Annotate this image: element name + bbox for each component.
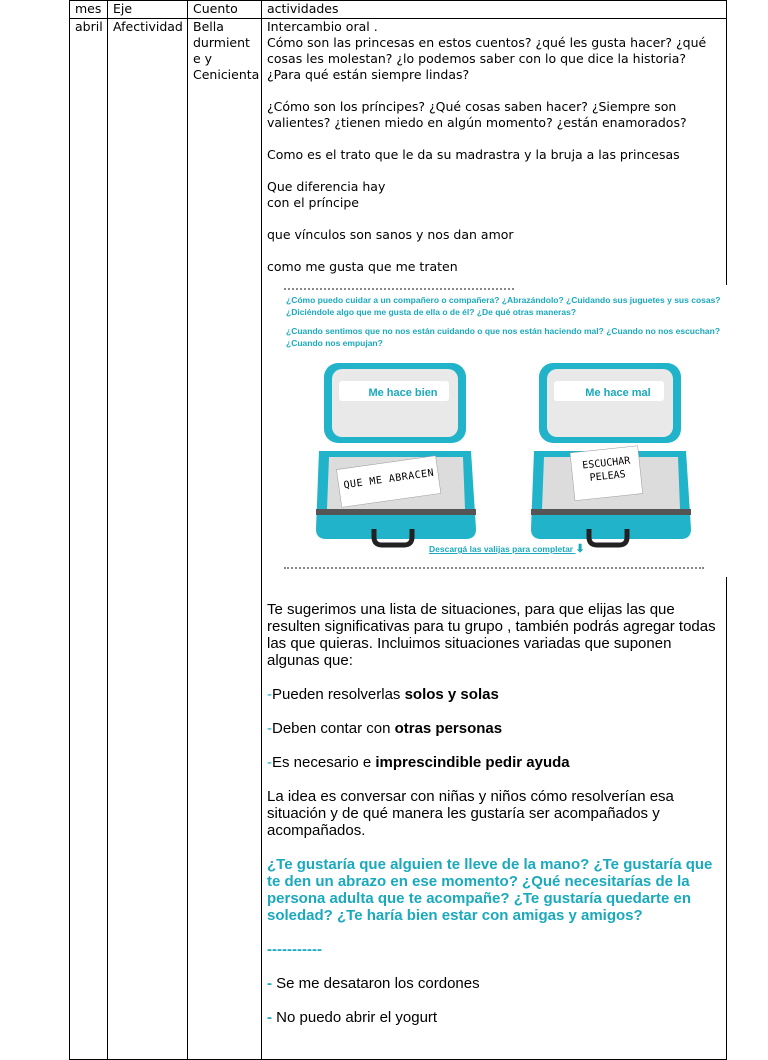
header-actividades: actividades	[262, 1, 727, 19]
situations-section	[267, 601, 721, 1026]
situation-type-1-bold: solos y solas	[404, 686, 499, 703]
case-item-text: Se me desataron los cordones	[272, 975, 480, 992]
situation-type-1-text: Pueden resolverlas	[272, 686, 405, 703]
cell-mes: abril	[70, 19, 108, 1060]
cell-eje: Afectividad	[108, 19, 188, 1060]
table-row	[70, 19, 727, 1060]
situation-type-2-text: Deben contar con	[272, 720, 395, 737]
cell-cuento	[188, 19, 262, 1060]
question-princesas: Cómo son las princesas en estos cuentos? ¿qué les gusta hacer? ¿qué cosas les molestan? ¿lo podemos saber con lo que dice la historia? ¿Para qué están siempre lindas?	[267, 35, 707, 82]
situation-type-2-bold: otras personas	[394, 720, 503, 737]
separator-dashes: -----------	[267, 941, 322, 958]
list-dash: -	[267, 720, 272, 737]
cuento-line: Cenicienta	[193, 67, 260, 82]
question-trato: Como es el trato que le da su madrastra y la bruja a las princesas	[267, 147, 680, 162]
figure-question-3: ¿Cuando sentimos que no nos están cuidando o que nos están haciendo mal? ¿Cuando no nos escuchan?	[286, 326, 721, 336]
question-como-me-gusta: como me gusta que me traten	[267, 259, 458, 274]
arrow-down-icon: ⬇	[575, 543, 585, 555]
case-item	[267, 1009, 721, 1026]
guiding-questions: ¿Te gustaría que alguien te lleve de la mano? ¿Te gustaría que te den un abrazo en ese momento? ¿Qué necesitarías de la persona adulta que te acompañe? ¿Te gustaría quedarte en soledad? ¿Te haría bien estar con amigas y amigos?	[267, 856, 713, 924]
cuento-line: Bella	[193, 19, 224, 34]
situation-type-2	[267, 720, 721, 737]
intro-title: Intercambio oral .	[267, 19, 378, 34]
suitcases-figure	[279, 285, 729, 577]
situation-type-3-bold: imprescindible pedir ayuda	[375, 754, 570, 771]
cut-line-top	[284, 285, 514, 290]
download-link[interactable]	[429, 541, 585, 557]
figure-question-4: ¿Cuando nos empujan?	[286, 338, 383, 348]
list-dash: -	[267, 975, 272, 992]
question-diferencia-2: con el príncipe	[267, 195, 359, 210]
case-item	[267, 975, 721, 992]
situations-intro: Te sugerimos una lista de situaciones, para que elijas las que resulten significativas para tu grupo , también podrás agregar todas las que quieras. Incluimos situaciones variadas que suponen algunas que:	[267, 601, 716, 669]
question-principes: ¿Cómo son los príncipes? ¿Qué cosas saben hacer? ¿Siempre son valientes? ¿tienen miedo en algún momento? ¿están enamorados?	[267, 99, 687, 130]
download-link-label: Descargá las valijas para completar	[429, 544, 574, 554]
case-item-text: No puedo abrir el yogurt	[276, 1009, 438, 1026]
list-dash: -	[267, 686, 272, 703]
question-vinculos: que vínculos son sanos y nos dan amor	[267, 227, 514, 242]
cuento-line: durmient	[193, 35, 250, 50]
idea-paragraph: La idea es conversar con niñas y niños cómo resolverían esa situación y de qué manera les gustaría ser acompañados y acompañados.	[267, 788, 674, 839]
header-mes: mes	[70, 1, 108, 19]
header-eje: Eje	[108, 1, 188, 19]
cut-line-bottom	[284, 567, 704, 575]
list-dash: -	[267, 754, 272, 771]
situation-type-3	[267, 754, 721, 771]
situation-type-3-text: Es necesario e	[272, 754, 376, 771]
table-header-row	[70, 1, 727, 19]
figure-question-2: ¿Diciéndole algo que me gusta de ella o de él? ¿De qué otras maneras?	[286, 307, 577, 317]
question-diferencia-1: Que diferencia hay	[267, 179, 386, 194]
suitcase-right-label: Me hace mal	[585, 387, 651, 399]
suitcase-right-card-line: ESCUCHAR	[581, 455, 631, 472]
cuento-line: e y	[193, 51, 213, 66]
header-cuento: Cuento	[188, 1, 262, 19]
suitcase-right-card-line: PELEAS	[589, 469, 627, 484]
suitcase-left-card: QUE ME ABRACEN	[342, 467, 435, 492]
planning-table	[69, 0, 727, 1060]
situation-type-1	[267, 686, 721, 703]
cell-actividades	[262, 19, 727, 1060]
figure-question-1: ¿Cómo puedo cuidar a un compañero o compañera? ¿Abrazándolo? ¿Cuidando sus juguetes y sus cosas?	[286, 295, 721, 305]
list-dash: -	[267, 1009, 272, 1026]
suitcase-left-label: Me hace bien	[368, 387, 438, 399]
